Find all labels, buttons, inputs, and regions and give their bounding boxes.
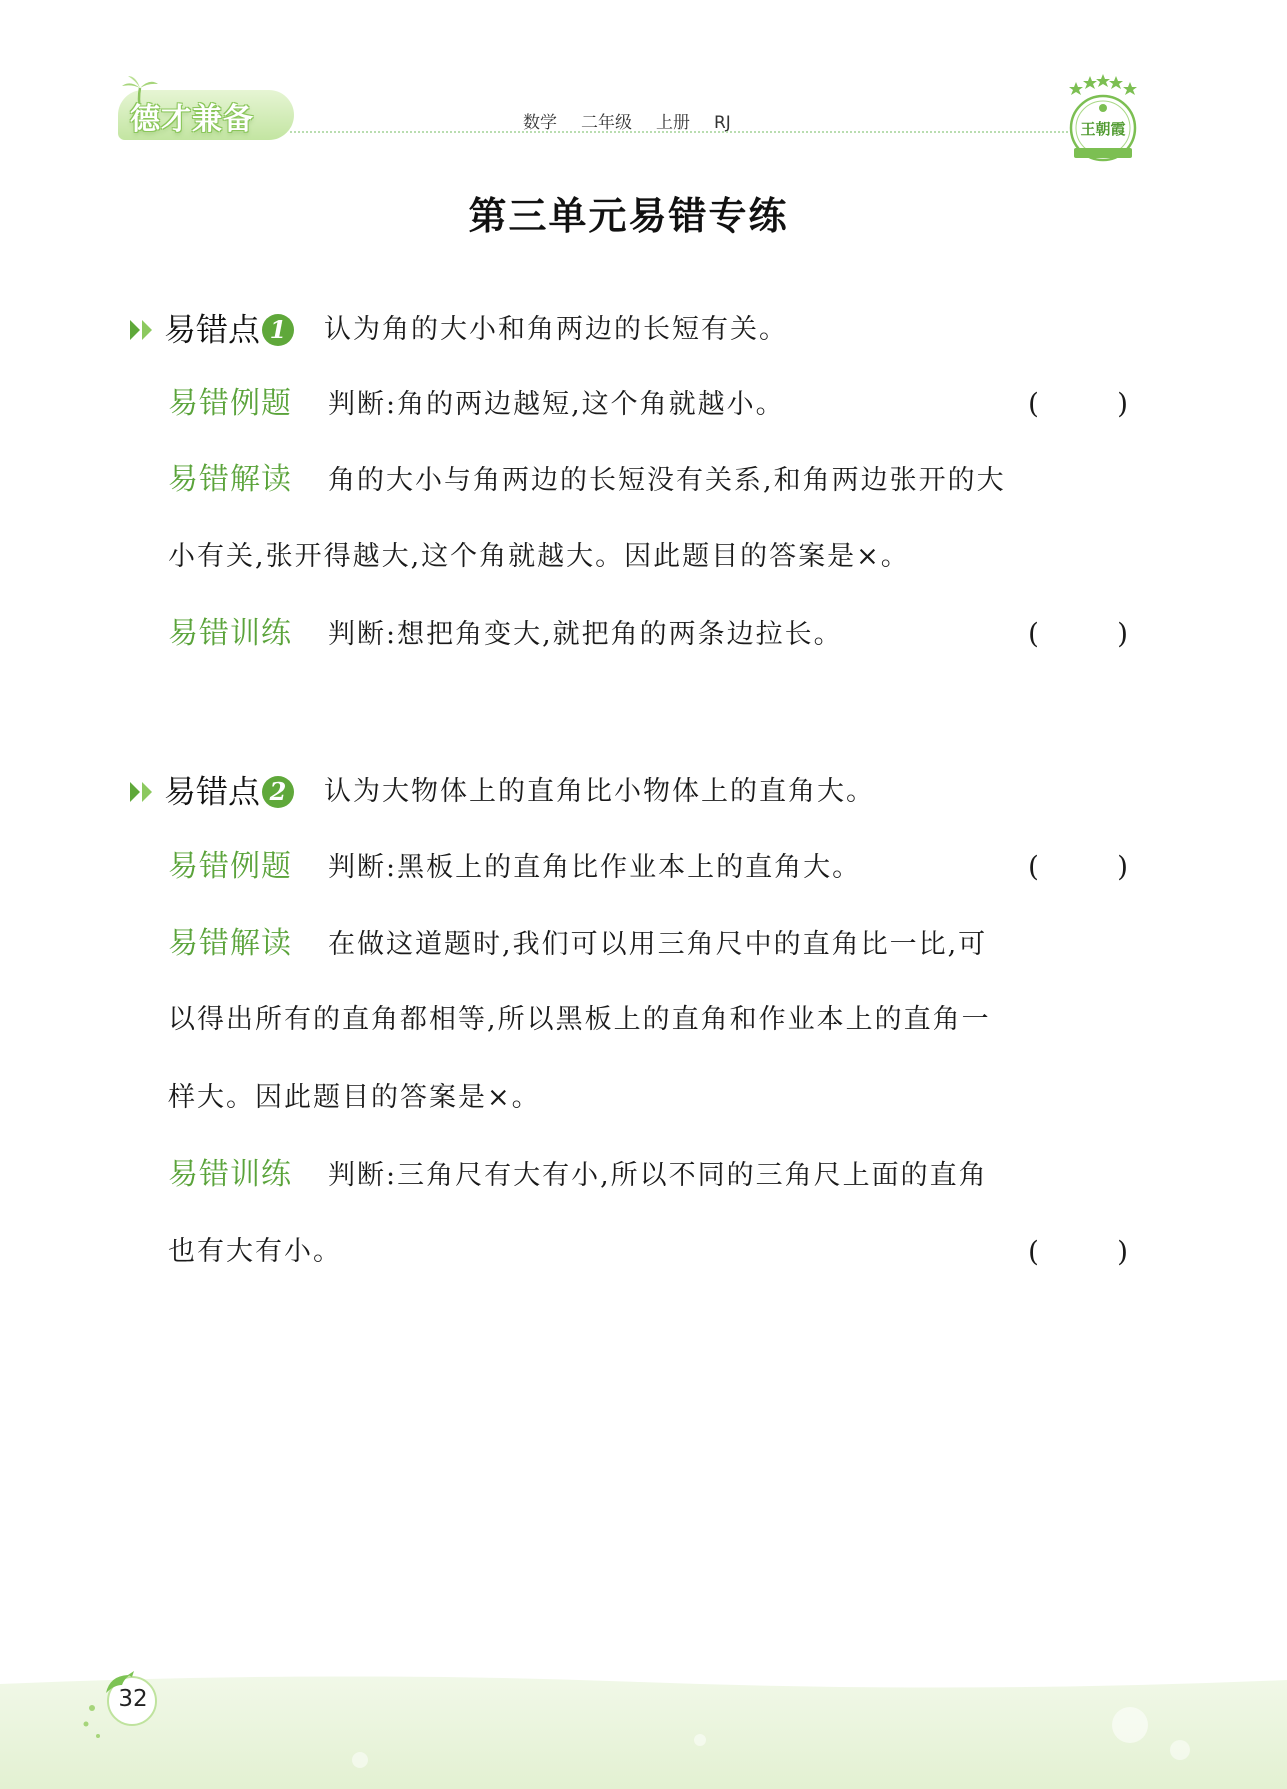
seal-logo [1060,72,1146,168]
error-point-label: 易错点 [164,772,261,811]
book-info [523,108,731,133]
training-tag: 易错训练 [168,616,292,651]
training-question: 判断:三角尺有大有小,所以不同的三角尺上面的直角 [328,1160,988,1191]
analysis-row-1 [168,460,1128,501]
paren-open: ( [1028,1235,1039,1268]
subject-label: 数学 [523,113,557,133]
error-point-statement: 认为大物体上的直角比小物体上的直角大。 [324,775,876,807]
training-question: 判断:想把角变大,就把角的两条边拉长。 [328,619,843,650]
page-title: 第三单元易错专练 [468,194,789,238]
paren-open: ( [1028,387,1039,420]
volume-label: 上册 [656,113,690,133]
paren-open: ( [1028,617,1039,650]
brand-logo [118,80,294,144]
training-continuation: 也有大有小。 [168,1236,342,1267]
brand-name: 德才兼备 [130,102,254,137]
point-number-badge: 1 [262,314,294,346]
answer-blank[interactable] [1028,1232,1128,1272]
footer-wave-decoration [0,1640,1287,1789]
point-number-badge: 2 [262,776,294,808]
paren-close: ) [1117,850,1128,883]
paren-close: ) [1117,1235,1128,1268]
analysis-continuation: 小有关,张开得越大,这个角就越大。因此题目的答案是×。 [168,541,910,572]
answer-blank[interactable] [1028,384,1128,424]
example-tag: 易错例题 [168,849,292,884]
answer-blank[interactable] [1028,614,1128,654]
answer-blank[interactable] [1028,847,1128,887]
training-row-1 [168,614,1128,655]
training-tag: 易错训练 [168,1157,292,1192]
double-arrow-icon [128,778,158,806]
paren-open: ( [1028,850,1039,883]
double-arrow-icon [128,316,158,344]
error-point-2-heading [128,771,1088,812]
error-point-label: 易错点 [164,310,261,349]
page-number: 32 [118,1686,148,1712]
example-row-2 [168,847,1128,888]
error-point-statement: 认为角的大小和角两边的长短有关。 [324,313,789,345]
edition-label: RJ [714,113,731,133]
analysis-tag: 易错解读 [168,462,292,497]
training-row-2 [168,1155,1128,1196]
page-header [0,0,1287,170]
svg-text:王朝霞: 王朝霞 [1080,120,1126,138]
analysis-continuation: 以得出所有的直角都相等,所以黑板上的直角和作业本上的直角一 [168,1004,991,1035]
header-divider [290,131,1080,133]
example-row-1 [168,384,1128,425]
example-tag: 易错例题 [168,386,292,421]
grade-label: 二年级 [581,113,632,133]
analysis-continuation: 样大。因此题目的答案是×。 [168,1082,541,1113]
analysis-text-line: 在做这道题时,我们可以用三角尺中的直角比一比,可 [328,929,988,960]
example-question: 判断:黑板上的直角比作业本上的直角大。 [328,852,862,883]
analysis-row-2 [168,924,1128,965]
page-number-badge [100,1671,160,1731]
analysis-text-line: 角的大小与角两边的长短没有关系,和角两边张开的大 [328,465,1006,496]
analysis-tag: 易错解读 [168,926,292,961]
error-point-1-heading [128,309,1088,350]
paren-close: ) [1117,617,1128,650]
example-question: 判断:角的两边越短,这个角就越小。 [328,389,785,420]
paren-close: ) [1117,387,1128,420]
